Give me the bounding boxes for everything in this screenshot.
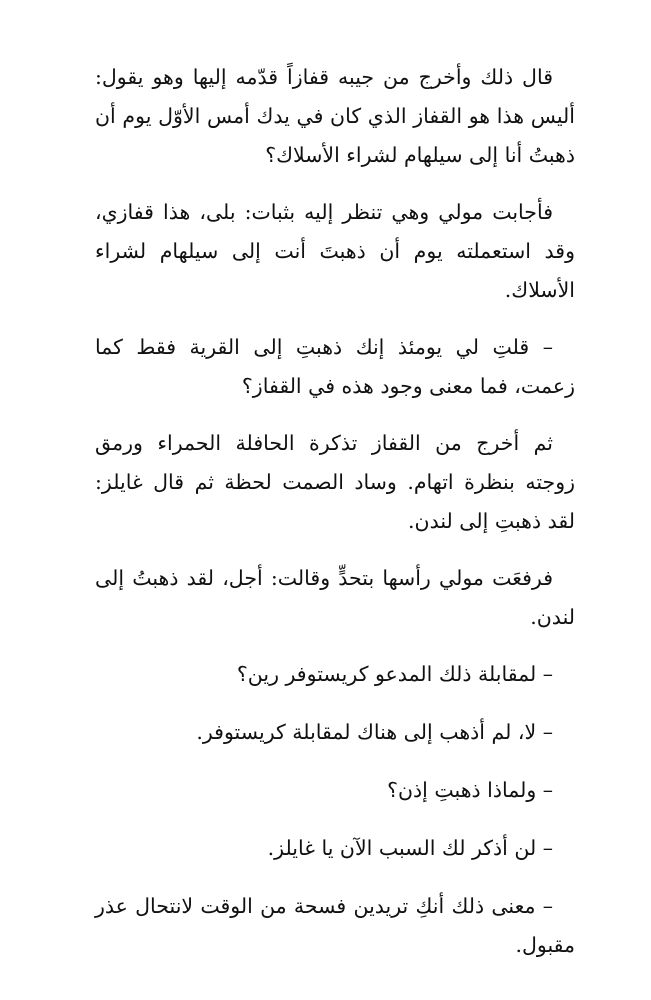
book-page [95,58,575,983]
dialogue-line-3: – ولماذا ذهبتِ إذن؟ [387,778,553,802]
dialogue-line-2: – لا، لم أذهب إلى هناك لمقابلة كريستوفر. [196,720,553,744]
paragraph-3: – قلتِ لي يومئذ إنك ذهبتِ إلى القرية فقط كما زعمت، فما معنى وجود هذه في القفاز؟ [95,335,575,398]
dialogue-line-5: – معنى ذلك أنكِ تريدين فسحة من الوقت لانتحال عذر مقبول. [95,894,575,957]
paragraph-1: قال ذلك وأخرج من جيبه قفازاً قدّمه إليها وهو يقول: أليس هذا هو القفاز الذي كان في يدك أمس الأوّل يوم أن ذهبتُ أنا إلى سيلهام لشراء الأسلاك؟ [95,65,575,167]
paragraph-4: ثم أخرج من القفاز تذكرة الحافلة الحمراء ورمق زوجته بنظرة اتهام. وساد الصمت لحظة ثم قال غايلز: لقد ذهبتِ إلى لندن. [95,431,575,533]
dialogue-line-4: – لن أذكر لك السبب الآن يا غايلز. [267,836,553,860]
paragraph-2: فأجابت مولي وهي تنظر إليه بثبات: بلى، هذا قفازي، وقد استعملته يوم أن ذهبتَ أنت إلى سيلهام لشراء الأسلاك. [95,200,575,302]
dialogue-line-1: – لمقابلة ذلك المدعو كريستوفر رين؟ [236,662,553,686]
paragraph-5: فرفعَت مولي رأسها بتحدٍّ وقالت: أجل، لقد ذهبتُ إلى لندن. [95,566,575,629]
